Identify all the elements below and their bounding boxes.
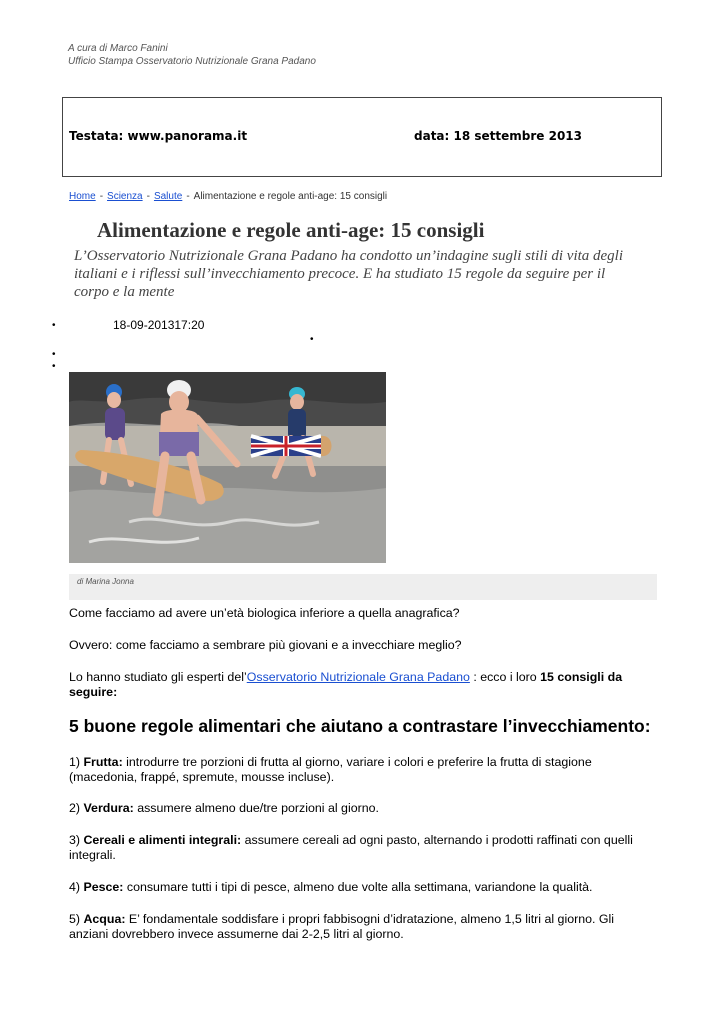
p3-pre-text: Lo hanno studiato gli esperti del’ <box>69 670 247 684</box>
curator-line: A cura di Marco Fanini <box>68 43 168 54</box>
paragraph-intro-1: Come facciamo ad avere un’età biologica inferiore a quella anagrafica? <box>69 606 460 620</box>
p3-bold-text: 15 consigli da seguire: <box>69 670 623 699</box>
rule-text: introdurre tre porzioni di frutta al giorno, variare i colori e preferire la frutta di stagione (macedonia, frappé, spremute, mousse incluse). <box>69 755 592 784</box>
section-heading: 5 buone regole alimentari che aiutano a contrastare l’invecchiamento: <box>69 716 651 736</box>
date-label: data: 18 settembre 2013 <box>414 129 582 143</box>
bullet-marker: • <box>52 349 56 360</box>
breadcrumb-separator: - <box>99 191 104 202</box>
rule-label: Cereali e alimenti integrali: <box>83 833 242 847</box>
rule-number: 5) <box>69 912 84 926</box>
rule-label: Acqua: <box>83 912 126 926</box>
rule-item-1 <box>69 755 649 785</box>
breadcrumb-separator: - <box>146 191 150 202</box>
rule-item-5 <box>69 912 649 942</box>
rule-label: Pesce: <box>83 880 124 894</box>
breadcrumb-home-link[interactable]: Home <box>69 191 96 202</box>
press-office-header <box>68 42 316 68</box>
rule-text: consumare tutti i tipi di pesce, almeno due volte alla settimana, variandone la qualità. <box>123 880 593 894</box>
p3-mid-text: : ecco i loro <box>469 670 541 684</box>
breadcrumb-current: Alimentazione e regole anti-age: 15 consigli <box>193 191 388 202</box>
rule-number: 4) <box>69 880 84 894</box>
osservatorio-link[interactable]: Osservatorio Nutrizionale Grana Padano <box>246 670 470 684</box>
rule-text: assumere almeno due/tre porzioni al giorno. <box>133 801 379 815</box>
masthead-box <box>62 97 662 177</box>
publish-datetime: 18-09-201317:20 <box>113 318 205 332</box>
article-subtitle: L’Osservatorio Nutrizionale Grana Padano ha condotto un’indagine sugli stili di vita degli italiani e i riflessi sull’invecchiamento precoce. E ha studiato 15 regole da seguire per il corpo e la mente <box>74 248 624 300</box>
office-line: Ufficio Stampa Osservatorio Nutrizionale Grana Padano <box>68 56 316 67</box>
breadcrumb <box>69 191 387 202</box>
breadcrumb-scienza-link[interactable]: Scienza <box>107 191 143 202</box>
rule-text: assumere cereali ad ogni pasto, alternando i prodotti raffinati con quelli integrali. <box>69 833 633 862</box>
rule-number: 3) <box>69 833 84 847</box>
bullet-marker: • <box>52 361 56 372</box>
breadcrumb-separator: - <box>186 191 190 202</box>
bullet-marker: • <box>52 320 56 331</box>
paragraph-intro-3 <box>69 670 649 700</box>
rule-item-2 <box>69 801 649 816</box>
rule-label: Verdura: <box>83 801 134 815</box>
rule-number: 1) <box>69 755 84 769</box>
article-title: Alimentazione e regole anti-age: 15 consigli <box>97 218 485 242</box>
rule-item-4 <box>69 880 649 895</box>
breadcrumb-salute-link[interactable]: Salute <box>153 191 183 202</box>
article-photo <box>69 372 386 563</box>
photo-caption-bar <box>69 574 657 600</box>
rule-label: Frutta: <box>83 755 123 769</box>
rule-item-3 <box>69 833 649 863</box>
testata-label: Testata: www.panorama.it <box>69 129 248 143</box>
rule-text: E’ fondamentale soddisfare i propri fabbisogni d’idratazione, almeno 1,5 litri al giorno. Gli anziani dovrebbero invece assumerne dai 2-2,5 litri al giorno. <box>69 912 615 941</box>
photo-caption: di Marina Jonna <box>77 577 134 586</box>
bullet-marker: • <box>310 334 314 345</box>
rule-number: 2) <box>69 801 84 815</box>
paragraph-intro-2: Ovvero: come facciamo a sembrare più giovani e a invecchiare meglio? <box>69 638 462 652</box>
